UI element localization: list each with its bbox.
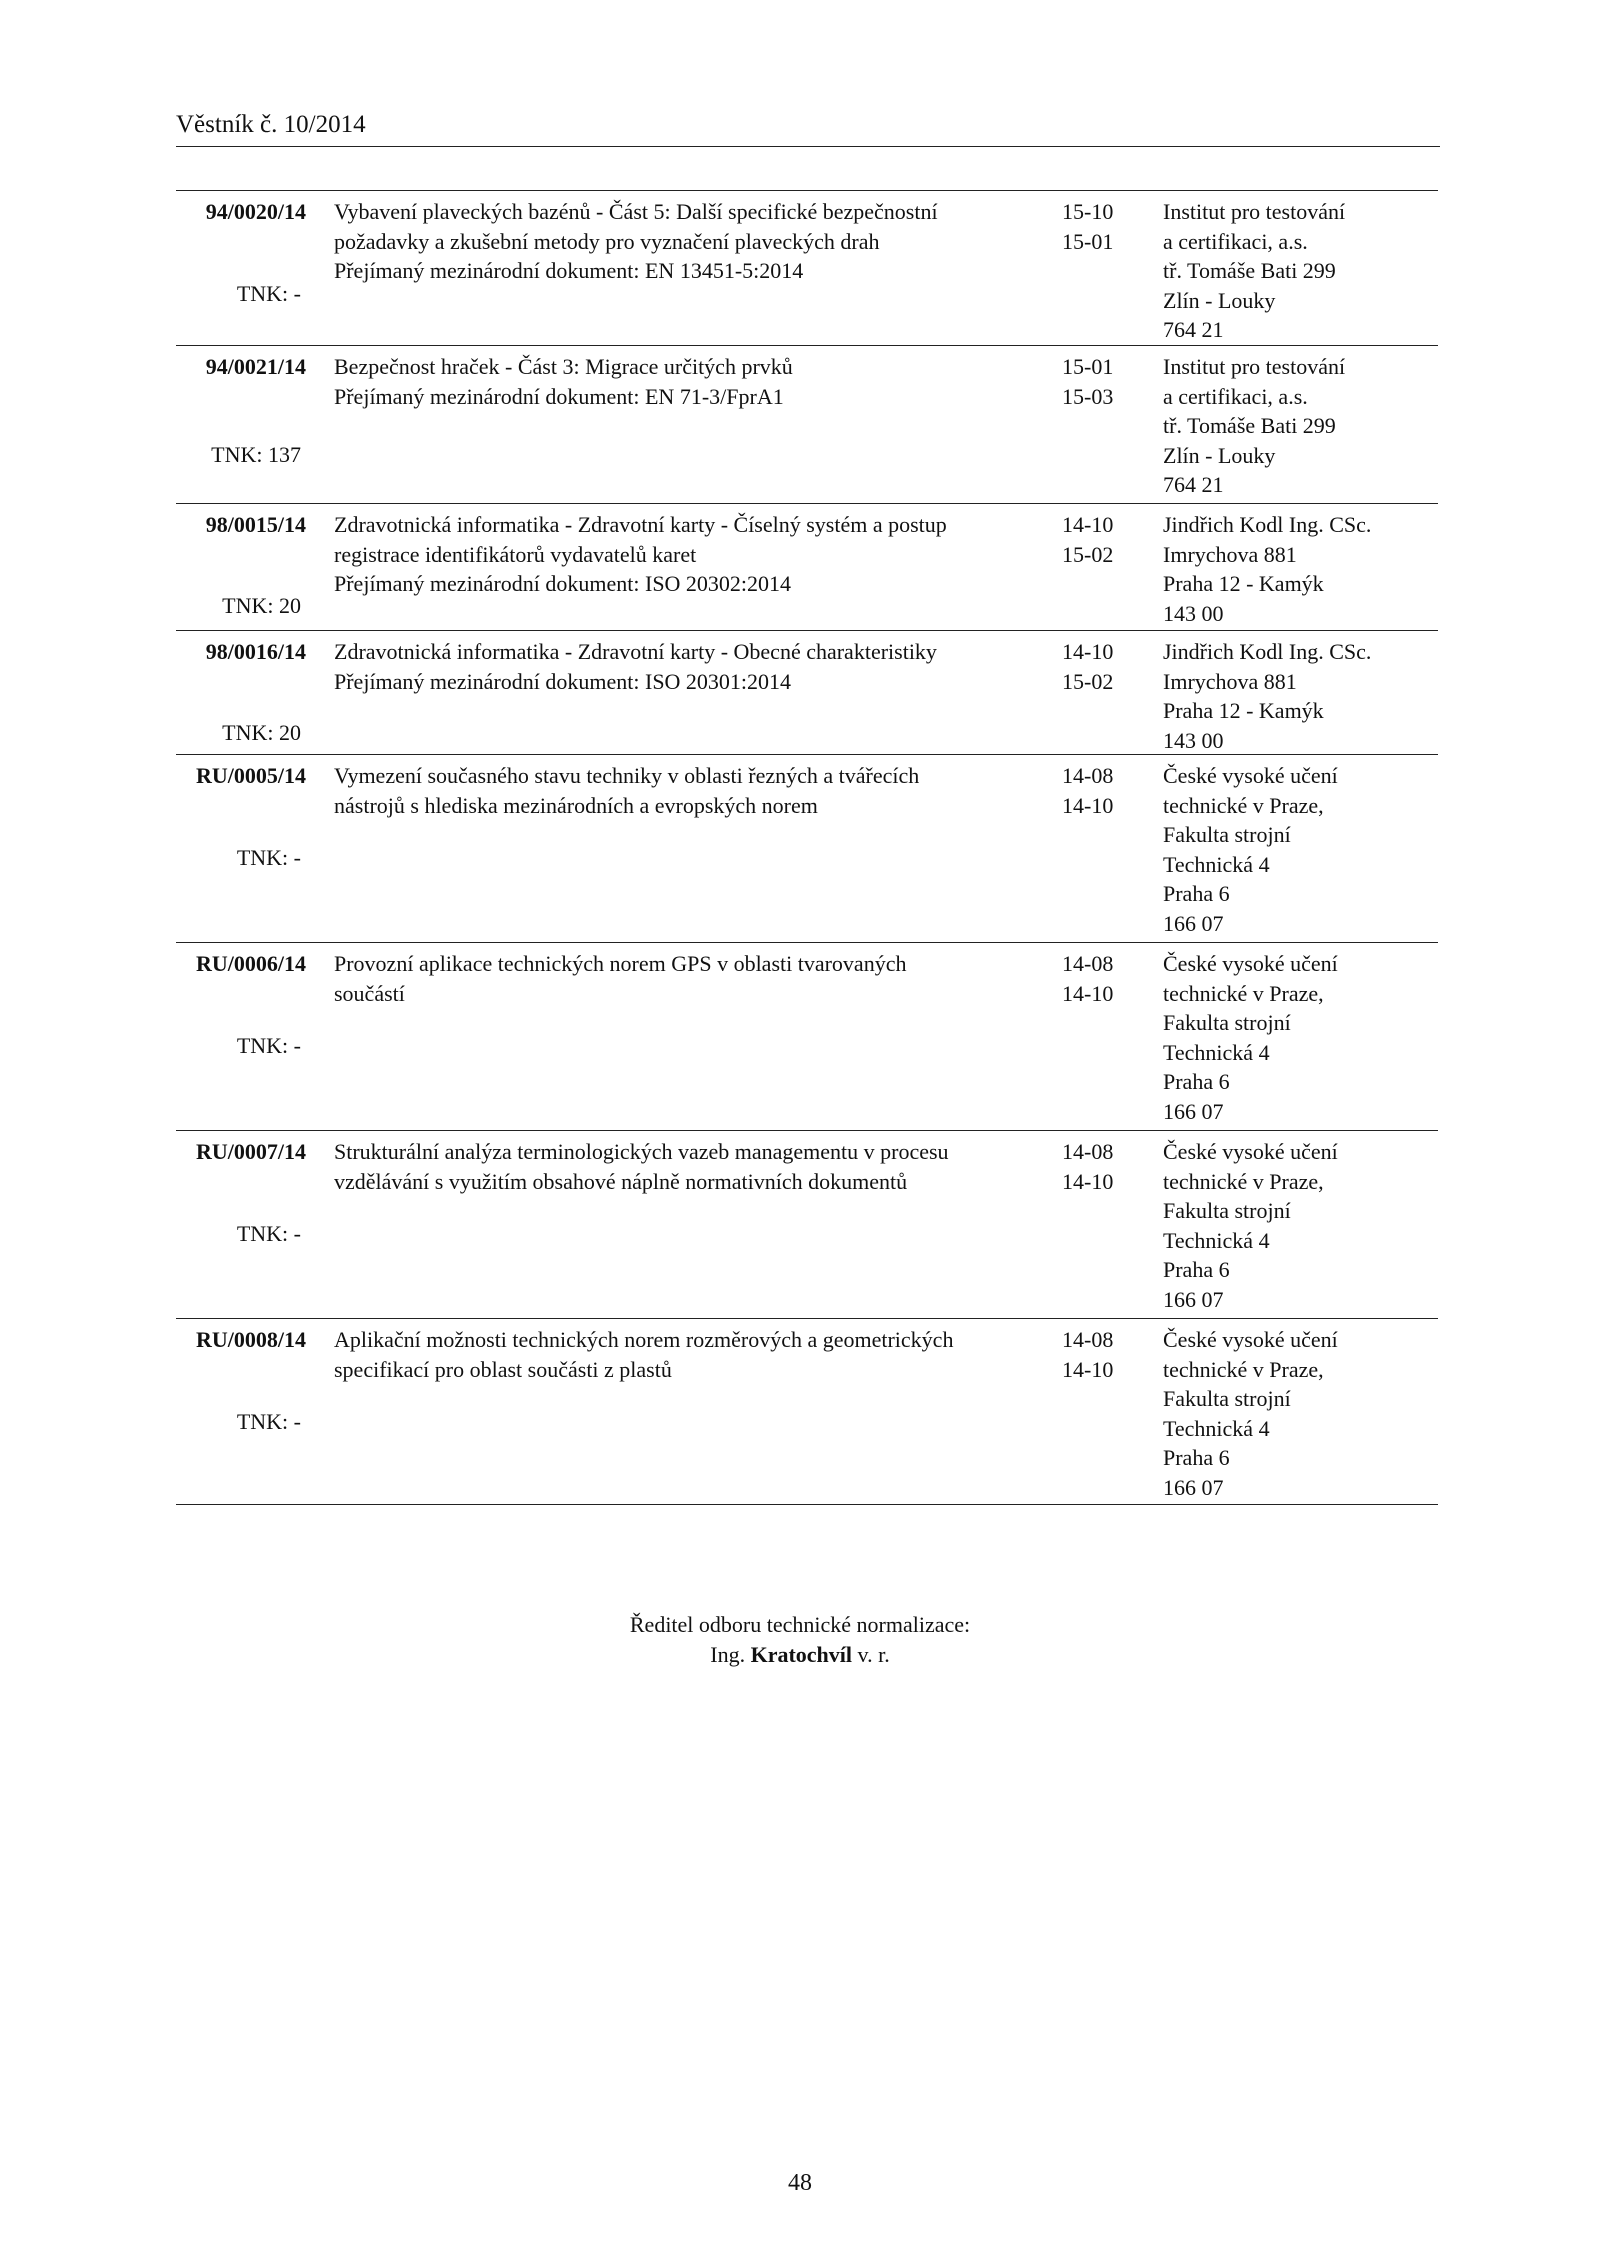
- entry-dates: [1062, 197, 1162, 256]
- entry-dates: [1062, 949, 1162, 1008]
- entry-title: [334, 510, 1034, 599]
- entry-number: 94/0020/14: [205, 199, 306, 224]
- address-line: Institut pro testování: [1163, 354, 1346, 379]
- address-line: 166 07: [1163, 1474, 1224, 1500]
- entry-address: [1163, 1137, 1433, 1314]
- date-line: 14-10: [1062, 1168, 1114, 1194]
- date-line: 14-10: [1062, 512, 1114, 537]
- address-line: tř. Tomáše Bati 299: [1163, 413, 1336, 438]
- address-line: Praha 12 - Kamýk: [1163, 571, 1324, 596]
- table-row: [176, 754, 1438, 942]
- title-line: Vybavení plaveckých bazénů - Část 5: Další specifické bezpečnostní: [334, 199, 938, 224]
- title-line: součástí: [334, 980, 405, 1006]
- date-line: 14-08: [1062, 1139, 1114, 1164]
- title-line: Zdravotnická informatika - Zdravotní karty - Číselný systém a postup: [334, 512, 947, 537]
- date-line: 15-03: [1062, 383, 1114, 409]
- date-line: 14-08: [1062, 763, 1114, 788]
- address-line: Fakulta strojní: [1163, 822, 1291, 847]
- date-line: 15-01: [1062, 354, 1114, 379]
- title-line: Zdravotnická informatika - Zdravotní karty - Obecné charakteristiky: [334, 639, 937, 664]
- entry-number: RU/0005/14: [196, 763, 306, 788]
- date-line: 14-10: [1062, 1356, 1114, 1382]
- entry-title: [334, 1137, 1034, 1196]
- tnk-label: TNK: -: [236, 1409, 301, 1434]
- page-number: 48: [788, 2170, 812, 2196]
- address-line: technické v Praze,: [1163, 1168, 1324, 1194]
- date-line: 15-10: [1062, 199, 1114, 224]
- signature-name-line: [0, 1640, 1600, 1670]
- entry-address: [1163, 197, 1433, 345]
- address-line: technické v Praze,: [1163, 1356, 1324, 1382]
- title-line: registrace identifikátorů vydavatelů karet: [334, 541, 697, 567]
- signature-prefix: Ing.: [710, 1641, 746, 1667]
- page-header: [176, 112, 1440, 147]
- address-line: technické v Praze,: [1163, 792, 1324, 818]
- tnk-label: TNK: 20: [222, 593, 301, 618]
- address-line: Institut pro testování: [1163, 199, 1346, 224]
- table-row: [176, 630, 1438, 754]
- journal-title: Věstník č. 10/2014: [176, 111, 366, 138]
- signature-name: Kratochvíl: [750, 1641, 853, 1667]
- address-line: 166 07: [1163, 1098, 1224, 1124]
- entry-dates: [1062, 1137, 1162, 1196]
- entry-address: [1163, 1325, 1433, 1502]
- title-line: specifikací pro oblast součásti z plastů: [334, 1356, 672, 1382]
- entry-title: [334, 761, 1034, 820]
- entry-title: [334, 1325, 1034, 1384]
- tnk-label: TNK: -: [236, 1221, 301, 1246]
- date-line: 14-10: [1062, 980, 1114, 1006]
- standards-table: [176, 190, 1438, 1505]
- entry-dates: [1062, 1325, 1162, 1384]
- tnk-label: TNK: -: [236, 1033, 301, 1058]
- address-line: Technická 4: [1163, 851, 1270, 877]
- entry-title: [334, 352, 1034, 411]
- title-line: Přejímaný mezinárodní dokument: EN 13451-5:2014: [334, 258, 804, 283]
- title-line: Vymezení současného stavu techniky v oblasti řezných a tvářecích: [334, 763, 920, 788]
- address-line: Praha 6: [1163, 881, 1230, 906]
- tnk-label: TNK: -: [236, 281, 301, 306]
- address-line: České vysoké učení: [1163, 1327, 1338, 1352]
- table-row: [176, 1130, 1438, 1318]
- date-line: 14-08: [1062, 1327, 1114, 1352]
- address-line: Fakulta strojní: [1163, 1386, 1291, 1411]
- address-line: Zlín - Louky: [1163, 442, 1276, 468]
- address-line: a certifikaci, a.s.: [1163, 228, 1308, 254]
- address-line: Praha 12 - Kamýk: [1163, 698, 1324, 723]
- entry-dates: [1062, 761, 1162, 820]
- address-line: České vysoké učení: [1163, 951, 1338, 976]
- signature-role: Ředitel odboru technické normalizace:: [629, 1612, 971, 1637]
- address-line: Technická 4: [1163, 1227, 1270, 1253]
- address-line: Zlín - Louky: [1163, 287, 1276, 313]
- address-line: 166 07: [1163, 1286, 1224, 1312]
- entry-number: RU/0008/14: [196, 1327, 306, 1352]
- title-line: Bezpečnost hraček - Část 3: Migrace určitých prvků: [334, 354, 793, 379]
- entry-title: [334, 197, 1034, 286]
- entry-address: [1163, 510, 1433, 628]
- entry-number: 98/0016/14: [205, 639, 306, 664]
- entry-dates: [1062, 352, 1162, 411]
- entry-address: [1163, 352, 1433, 500]
- address-line: Fakulta strojní: [1163, 1010, 1291, 1035]
- entry-number: 98/0015/14: [205, 512, 306, 537]
- entry-title: [334, 637, 1034, 696]
- signature-block: [0, 1610, 1600, 1669]
- address-line: 764 21: [1163, 317, 1224, 342]
- address-line: Praha 6: [1163, 1257, 1230, 1282]
- signature-suffix: v. r.: [857, 1641, 890, 1667]
- title-line: nástrojů s hlediska mezinárodních a evropských norem: [334, 792, 818, 818]
- address-line: Jindřich Kodl Ing. CSc.: [1163, 512, 1372, 537]
- tnk-label: TNK: 137: [211, 442, 301, 467]
- entry-address: [1163, 637, 1433, 755]
- title-line: Aplikační možnosti technických norem rozměrových a geometrických: [334, 1327, 954, 1352]
- address-line: Praha 6: [1163, 1069, 1230, 1094]
- address-line: Imrychova 881: [1163, 541, 1297, 567]
- address-line: Praha 6: [1163, 1445, 1230, 1470]
- entry-address: [1163, 949, 1433, 1126]
- date-line: 14-08: [1062, 951, 1114, 976]
- date-line: 15-02: [1062, 668, 1114, 694]
- address-line: 143 00: [1163, 727, 1224, 753]
- address-line: tř. Tomáše Bati 299: [1163, 258, 1336, 283]
- entry-number: RU/0007/14: [196, 1139, 306, 1164]
- address-line: Technická 4: [1163, 1415, 1270, 1441]
- table-row: [176, 191, 1438, 345]
- address-line: technické v Praze,: [1163, 980, 1324, 1006]
- title-line: vzdělávání s využitím obsahové náplně normativních dokumentů: [334, 1168, 908, 1194]
- table-row: [176, 1318, 1438, 1504]
- entry-dates: [1062, 637, 1162, 696]
- entry-number: 94/0021/14: [205, 354, 306, 379]
- address-line: Technická 4: [1163, 1039, 1270, 1065]
- date-line: 14-10: [1062, 792, 1114, 818]
- title-line: Přejímaný mezinárodní dokument: EN 71-3/FprA1: [334, 383, 784, 409]
- title-line: požadavky a zkušební metody pro vyznačení plaveckých drah: [334, 228, 880, 254]
- tnk-label: TNK: 20: [222, 720, 301, 745]
- title-line: Přejímaný mezinárodní dokument: ISO 20302:2014: [334, 571, 792, 596]
- date-line: 15-02: [1062, 541, 1114, 567]
- tnk-label: TNK: -: [236, 845, 301, 870]
- title-line: Provozní aplikace technických norem GPS v oblasti tvarovaných: [334, 951, 907, 976]
- entry-address: [1163, 761, 1433, 938]
- entry-title: [334, 949, 1034, 1008]
- entry-dates: [1062, 510, 1162, 569]
- address-line: Jindřich Kodl Ing. CSc.: [1163, 639, 1372, 664]
- title-line: Přejímaný mezinárodní dokument: ISO 20301:2014: [334, 668, 792, 694]
- title-line: Strukturální analýza terminologických vazeb managementu v procesu: [334, 1139, 949, 1164]
- date-line: 15-01: [1062, 228, 1114, 254]
- address-line: 166 07: [1163, 910, 1224, 936]
- address-line: a certifikaci, a.s.: [1163, 383, 1308, 409]
- table-row: [176, 345, 1438, 503]
- address-line: České vysoké učení: [1163, 1139, 1338, 1164]
- date-line: 14-10: [1062, 639, 1114, 664]
- address-line: 143 00: [1163, 600, 1224, 626]
- address-line: Fakulta strojní: [1163, 1198, 1291, 1223]
- entry-number: RU/0006/14: [196, 951, 306, 976]
- address-line: České vysoké učení: [1163, 763, 1338, 788]
- table-row: [176, 942, 1438, 1130]
- address-line: 764 21: [1163, 472, 1224, 497]
- address-line: Imrychova 881: [1163, 668, 1297, 694]
- table-row: [176, 503, 1438, 630]
